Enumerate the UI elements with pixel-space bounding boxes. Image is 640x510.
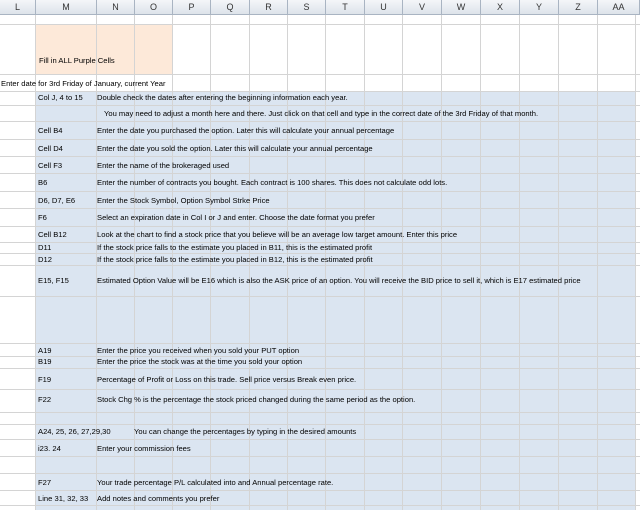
purple-cells-note-fill (35, 24, 172, 74)
instruction-text[interactable]: You can change the percentages by typing in the desired amounts (134, 427, 357, 436)
instruction-text[interactable]: Stock Chg % is the percentage the stock priced changed during the same period as the option. (97, 395, 416, 404)
ref-cell[interactable]: D6, D7, E6 (38, 196, 76, 205)
ref-cell[interactable]: Col J, 4 to 15 (38, 93, 83, 102)
instruction-text[interactable]: Double check the dates after entering the beginning information each year. (97, 93, 348, 102)
ref-cell[interactable]: E15, F15 (38, 276, 69, 285)
ref-cell[interactable]: D11 (38, 243, 52, 252)
enter-date-label[interactable]: Enter date for 3rd Friday of January, current Year (1, 79, 166, 88)
column-header-l[interactable]: L (0, 0, 36, 14)
instruction-text[interactable]: Enter the price you received when you sold your PUT option (97, 346, 300, 355)
instruction-text[interactable]: Your trade percentage P/L calculated into and Annual percentage rate. (97, 478, 334, 487)
ref-cell[interactable]: Cell B12 (38, 230, 67, 239)
instruction-text[interactable]: Select an expiration date in Col I or J and enter. Choose the date format you prefer (97, 213, 375, 222)
column-header-p[interactable]: P (173, 0, 211, 14)
ref-cell[interactable]: D12 (38, 255, 52, 264)
column-header-y[interactable]: Y (520, 0, 559, 14)
ref-cell[interactable]: F22 (38, 395, 52, 404)
ref-cell[interactable]: B19 (38, 357, 52, 366)
column-header-m[interactable]: M (36, 0, 97, 14)
instruction-text[interactable]: Estimated Option Value will be E16 which is also the ASK price of an option. You will receive the BID price to sell it, which is E17 estimated price (97, 276, 581, 285)
column-header-x[interactable]: X (481, 0, 520, 14)
ref-cell[interactable]: F19 (38, 375, 52, 384)
column-header-u[interactable]: U (365, 0, 403, 14)
fill-purple-cells-note[interactable]: Fill in ALL Purple Cells (39, 56, 115, 65)
instruction-text[interactable]: Enter the price the stock was at the time you sold your option (97, 357, 303, 366)
column-header-row (0, 0, 640, 15)
column-header-z[interactable]: Z (559, 0, 598, 14)
instruction-text[interactable]: Enter the date you sold the option. Later this will calculate your annual percentage (97, 144, 373, 153)
instruction-text[interactable]: If the stock price falls to the estimate you placed in B11, this is the estimated profit (97, 243, 373, 252)
ref-cell[interactable]: A24, 25, 26, 27,29,30 (38, 427, 111, 436)
column-header-v[interactable]: V (403, 0, 442, 14)
instruction-text[interactable]: Enter the number of contracts you bought. Each contract is 100 shares. This does not calculate odd lots. (97, 178, 448, 187)
ref-cell[interactable]: F6 (38, 213, 47, 222)
ref-cell[interactable]: B6 (38, 178, 48, 187)
ref-cell[interactable]: i23. 24 (38, 444, 61, 453)
instruction-text[interactable]: Enter your commission fees (97, 444, 191, 453)
instruction-text[interactable]: Enter the name of the brokeraged used (97, 161, 230, 170)
ref-cell[interactable]: F27 (38, 478, 52, 487)
column-header-r[interactable]: R (250, 0, 288, 14)
ref-cell[interactable]: Cell D4 (38, 144, 63, 153)
ref-cell[interactable]: Cell F3 (38, 161, 63, 170)
column-header-t[interactable]: T (326, 0, 365, 14)
column-header-o[interactable]: O (135, 0, 173, 14)
ref-cell[interactable]: Line 31, 32, 33 (38, 494, 89, 503)
instruction-text[interactable]: Percentage of Profit or Loss on this trade. Sell price versus Break even price. (97, 375, 357, 384)
column-header-n[interactable]: N (97, 0, 135, 14)
instruction-text[interactable]: You may need to adjust a month here and there. Just click on that cell and type in the correct date of the 3rd Friday of that month. (104, 109, 539, 118)
instruction-text[interactable]: Enter the date you purchased the option. Later this will calculate your annual percentage (97, 126, 395, 135)
instruction-text[interactable]: Add notes and comments you prefer (97, 494, 220, 503)
instruction-text[interactable]: If the stock price falls to the estimate you placed in B12, this is the estimated profit (97, 255, 373, 264)
column-header-aa[interactable]: AA (598, 0, 640, 14)
column-header-s[interactable]: S (288, 0, 326, 14)
instruction-text[interactable]: Enter the Stock Symbol, Option Symbol Strke Price (97, 196, 270, 205)
ref-cell[interactable]: A19 (38, 346, 52, 355)
ref-cell[interactable]: Cell B4 (38, 126, 63, 135)
column-header-q[interactable]: Q (211, 0, 250, 14)
column-header-w[interactable]: W (442, 0, 481, 14)
instruction-text[interactable]: Look at the chart to find a stock price that you believe will be an average low target amount. Enter this price (97, 230, 458, 239)
